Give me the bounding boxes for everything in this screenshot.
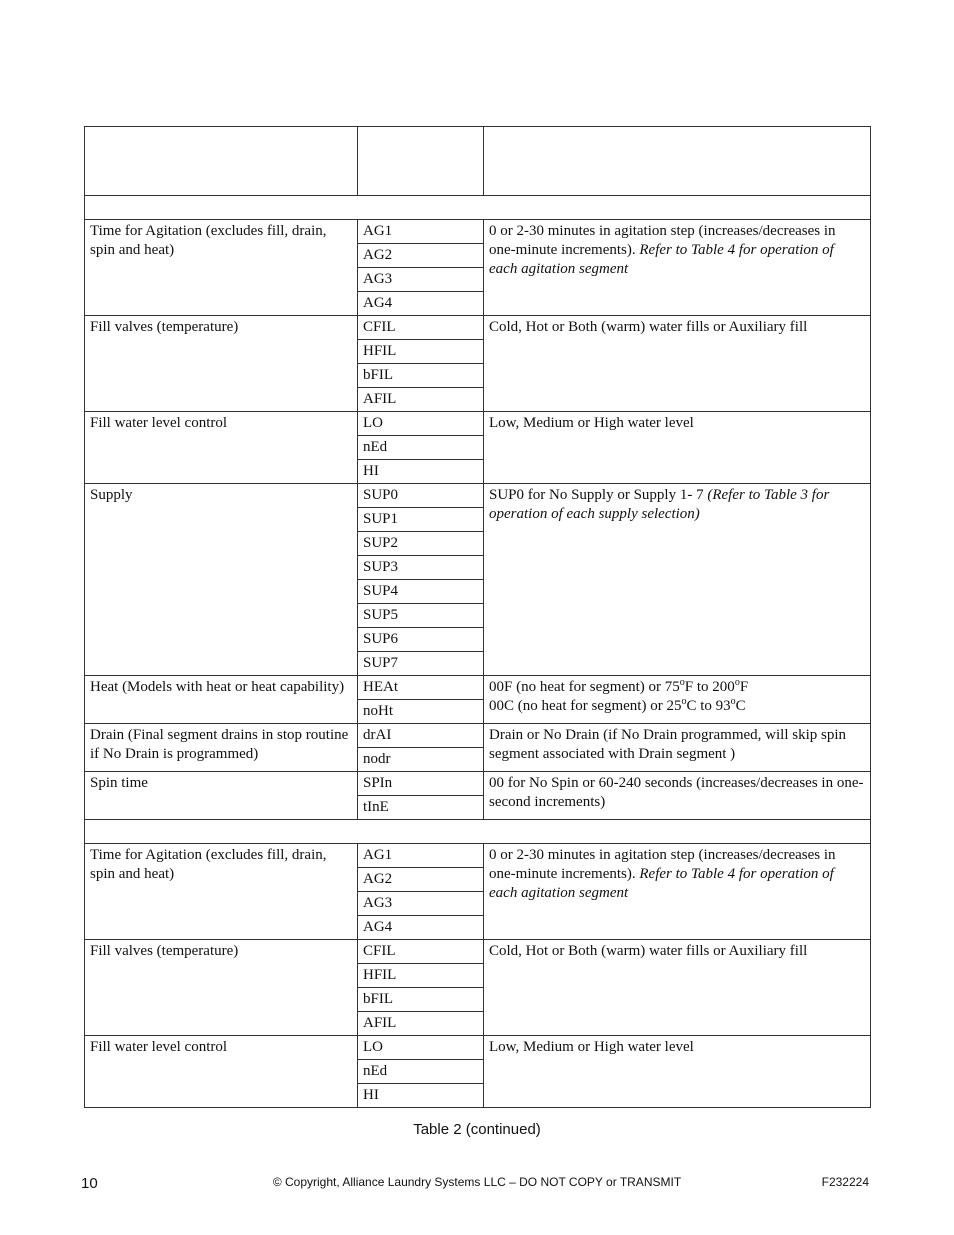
setting-description — [484, 676, 871, 724]
setting-code: SUP7 — [358, 652, 484, 676]
setting-code: AG3 — [358, 268, 484, 292]
setting-label: Spin time — [85, 772, 358, 820]
setting-code: CFIL — [358, 316, 484, 340]
setting-description — [484, 1036, 871, 1108]
setting-code: AFIL — [358, 1012, 484, 1036]
setting-description — [484, 412, 871, 484]
setting-label: Time for Agitation (excludes fill, drain, spin and heat) — [85, 220, 358, 316]
degree-mark: o — [679, 677, 685, 688]
description-text: Refer to Table 4 for operation of each agitation segment — [489, 866, 834, 901]
setting-code: bFIL — [358, 364, 484, 388]
degree-mark: o — [730, 696, 736, 707]
table-row — [85, 724, 871, 748]
degree-mark: o — [681, 696, 687, 707]
setting-description — [484, 724, 871, 772]
setting-code: SUP4 — [358, 580, 484, 604]
description-text: SUP0 for No Supply or Supply 1- 7 — [489, 487, 708, 503]
setting-code: AFIL — [358, 388, 484, 412]
page-number: 10 — [81, 1175, 98, 1192]
setting-code: AG1 — [358, 844, 484, 868]
description-text: C to 93 — [686, 698, 731, 714]
description-text: 0 or 2-30 minutes in agitation step (increases/decreases in one-minute increments). — [489, 223, 836, 258]
copyright-notice: © Copyright, Alliance Laundry Systems LLC – DO NOT COPY or TRANSMIT — [272, 1175, 682, 1189]
table-row — [85, 940, 871, 964]
setting-description — [484, 316, 871, 412]
setting-label: Fill valves (temperature) — [85, 316, 358, 412]
setting-description — [484, 220, 871, 316]
setting-code: nEd — [358, 436, 484, 460]
description-text: Drain or No Drain (if No Drain programmed, will skip spin segment associated with Drain segment ) — [489, 727, 847, 762]
setting-code: LO — [358, 1036, 484, 1060]
table-header-row — [85, 127, 871, 196]
setting-label: Supply — [85, 484, 358, 676]
description-text: Cold, Hot or Both (warm) water fills or Auxiliary fill — [489, 943, 808, 959]
table-row — [85, 676, 871, 700]
description-text: (Refer to Table 3 for operation of each supply selection) — [489, 487, 830, 522]
description-text: 0 or 2-30 minutes in agitation step (increases/decreases in one-minute increments). — [489, 847, 836, 882]
header-cell — [484, 127, 871, 196]
table-row — [85, 844, 871, 868]
setting-code: SUP3 — [358, 556, 484, 580]
setting-code: AG2 — [358, 244, 484, 268]
setting-code: SPIn — [358, 772, 484, 796]
setting-code: SUP0 — [358, 484, 484, 508]
description-text: Cold, Hot or Both (warm) water fills or Auxiliary fill — [489, 319, 808, 335]
setting-code: HEAt — [358, 676, 484, 700]
description-text: C — [735, 698, 746, 714]
setting-description — [484, 844, 871, 940]
setting-code: LO — [358, 412, 484, 436]
description-text: 00 for No Spin or 60-240 seconds (increases/decreases in one-second increments) — [489, 775, 864, 810]
description-text: Refer to Table 4 for operation of each agitation segment — [489, 242, 834, 277]
description-text: F to 200 — [684, 679, 735, 695]
setting-code: HFIL — [358, 340, 484, 364]
setting-code: drAI — [358, 724, 484, 748]
section-row — [85, 196, 871, 220]
setting-code: SUP5 — [358, 604, 484, 628]
setting-code: HFIL — [358, 964, 484, 988]
setting-code: AG4 — [358, 916, 484, 940]
setting-code: SUP1 — [358, 508, 484, 532]
table-row — [85, 220, 871, 244]
setting-description — [484, 940, 871, 1036]
setting-code: AG3 — [358, 892, 484, 916]
table-caption: Table 2 (continued) — [413, 1121, 541, 1138]
document-number: F232224 — [821, 1175, 869, 1189]
setting-label: Fill water level control — [85, 1036, 358, 1108]
setting-code: nEd — [358, 1060, 484, 1084]
section-cell — [85, 196, 871, 220]
setting-code: tInE — [358, 796, 484, 820]
setting-code: AG1 — [358, 220, 484, 244]
header-cell — [358, 127, 484, 196]
setting-code: HI — [358, 460, 484, 484]
programming-table — [84, 126, 871, 1108]
setting-code: HI — [358, 1084, 484, 1108]
table-row — [85, 412, 871, 436]
header-cell — [85, 127, 358, 196]
setting-label: Fill water level control — [85, 412, 358, 484]
table-row — [85, 316, 871, 340]
description-text: Low, Medium or High water level — [489, 415, 694, 431]
table-row — [85, 1036, 871, 1060]
table-row — [85, 484, 871, 508]
setting-label: Drain (Final segment drains in stop routine if No Drain is programmed) — [85, 724, 358, 772]
section-row — [85, 820, 871, 844]
setting-code: bFIL — [358, 988, 484, 1012]
degree-mark: o — [734, 677, 740, 688]
setting-code: SUP6 — [358, 628, 484, 652]
description-text: 00F (no heat for segment) or 75 — [489, 679, 680, 695]
setting-label: Heat (Models with heat or heat capability) — [85, 676, 358, 724]
setting-code: nodr — [358, 748, 484, 772]
setting-code: noHt — [358, 700, 484, 724]
setting-code: SUP2 — [358, 532, 484, 556]
setting-label: Fill valves (temperature) — [85, 940, 358, 1036]
setting-label: Time for Agitation (excludes fill, drain, spin and heat) — [85, 844, 358, 940]
table-body — [85, 127, 871, 1108]
table-row — [85, 772, 871, 796]
setting-code: CFIL — [358, 940, 484, 964]
setting-description — [484, 484, 871, 676]
setting-description — [484, 772, 871, 820]
description-text: Low, Medium or High water level — [489, 1039, 694, 1055]
setting-code: AG2 — [358, 868, 484, 892]
description-text: 00C (no heat for segment) or 25 — [489, 698, 682, 714]
section-cell — [85, 820, 871, 844]
setting-code: AG4 — [358, 292, 484, 316]
description-text: F — [739, 679, 749, 695]
